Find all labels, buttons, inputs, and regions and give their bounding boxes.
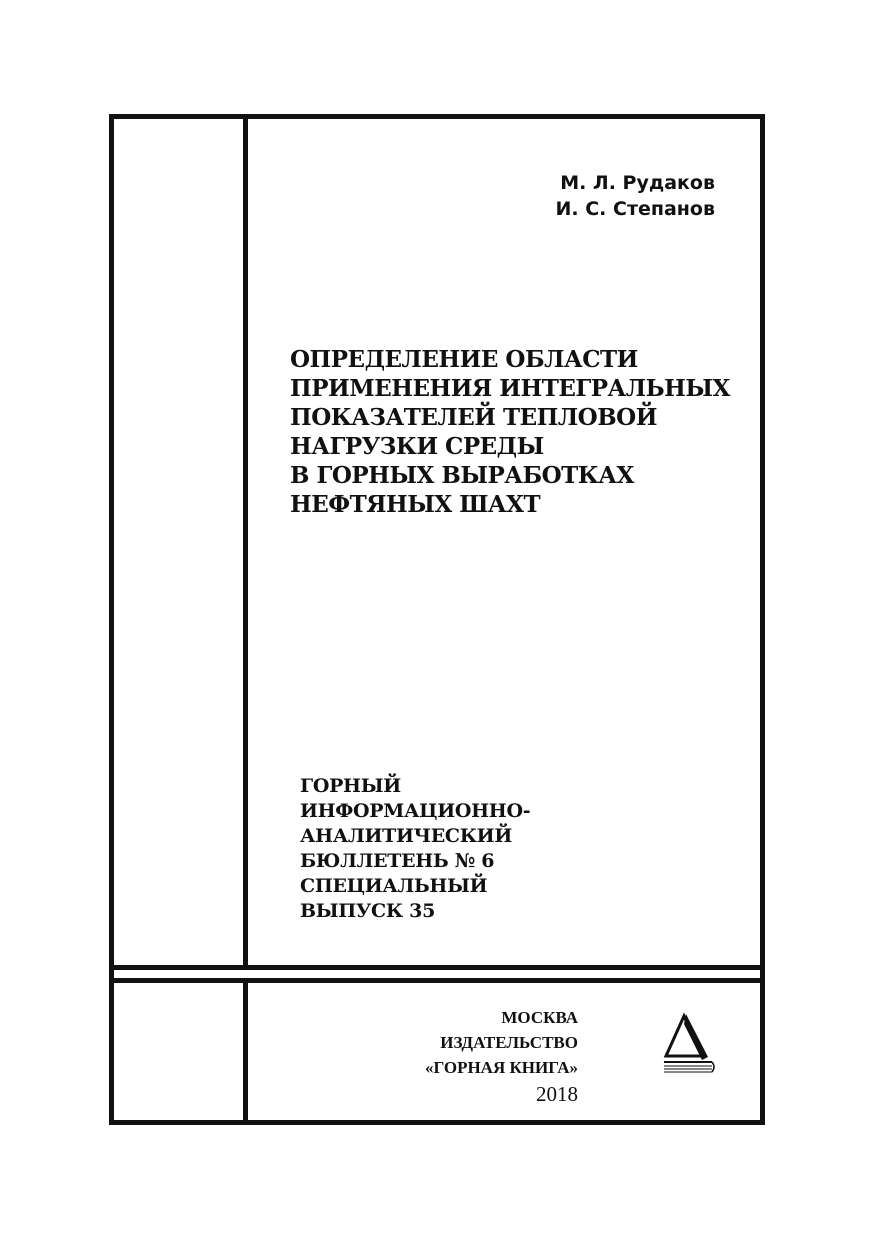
author: И. С. Степанов bbox=[555, 198, 715, 220]
title-line: НАГРУЗКИ СРЕДЫ bbox=[290, 433, 544, 460]
series-line: СПЕЦИАЛЬНЫЙ bbox=[300, 875, 488, 897]
vertical-rule-top bbox=[243, 114, 248, 970]
publication-year: 2018 bbox=[536, 1082, 578, 1106]
vertical-rule-bottom bbox=[243, 978, 248, 1125]
book-title bbox=[290, 345, 730, 519]
series-line: ИНФОРМАЦИОННО- bbox=[300, 800, 531, 822]
triangle-book-logo-icon bbox=[662, 1012, 738, 1088]
title-line: ПРИМЕНЕНИЯ ИНТЕГРАЛЬНЫХ bbox=[290, 375, 730, 402]
publisher-name: «ГОРНАЯ КНИГА» bbox=[424, 1058, 578, 1077]
series-line: БЮЛЛЕТЕНЬ № 6 bbox=[300, 850, 495, 872]
horizontal-rule-lower bbox=[109, 978, 765, 983]
title-line: В ГОРНЫХ ВЫРАБОТКАХ bbox=[290, 462, 634, 489]
publisher-block bbox=[425, 1005, 578, 1108]
title-line: ОПРЕДЕЛЕНИЕ ОБЛАСТИ bbox=[290, 346, 638, 373]
author: М. Л. Рудаков bbox=[560, 172, 715, 194]
publisher-city: МОСКВА bbox=[501, 1008, 578, 1027]
horizontal-rule-upper bbox=[109, 965, 765, 970]
title-line: ПОКАЗАТЕЛЕЙ ТЕПЛОВОЙ bbox=[290, 404, 657, 431]
series-info bbox=[300, 774, 530, 924]
series-line: АНАЛИТИЧЕСКИЙ bbox=[300, 825, 512, 847]
series-line: ВЫПУСК 35 bbox=[300, 900, 436, 922]
cover-frame bbox=[109, 114, 765, 1125]
series-line: ГОРНЫЙ bbox=[300, 775, 401, 797]
publisher-label: ИЗДАТЕЛЬСТВО bbox=[440, 1033, 578, 1052]
authors bbox=[555, 170, 715, 222]
title-line: НЕФТЯНЫХ ШАХТ bbox=[290, 491, 541, 518]
